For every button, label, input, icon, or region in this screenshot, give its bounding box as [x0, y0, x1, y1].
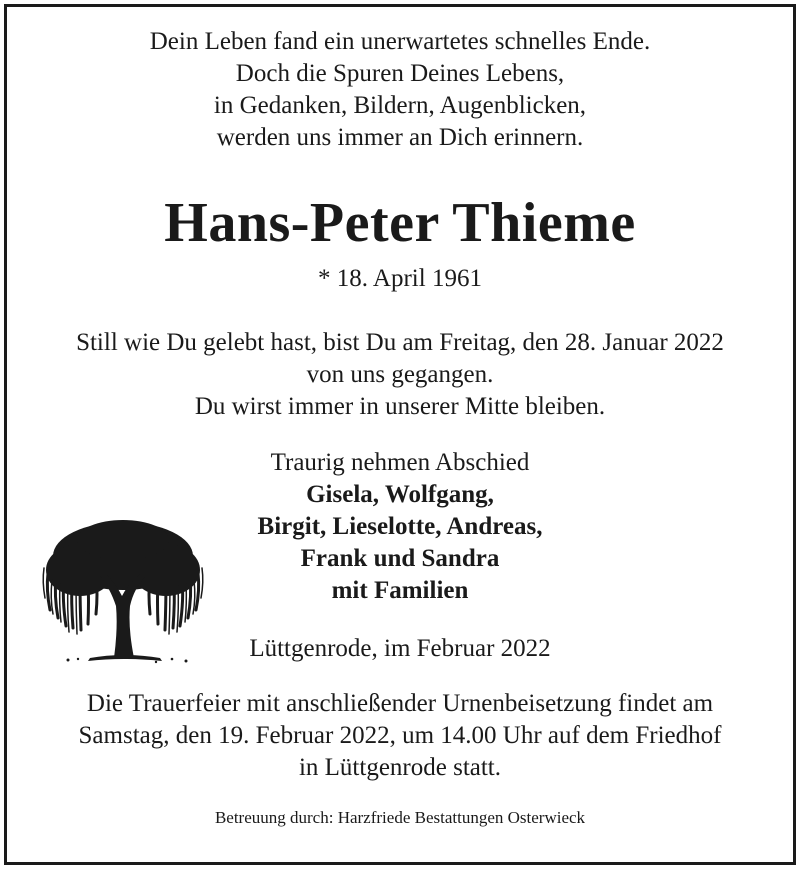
mourner-names: Gisela, Wolfgang,: [306, 481, 494, 508]
ceremony-line: Die Trauerfeier mit anschließender Urnenbeisetzung findet am: [86, 690, 714, 717]
funeral-service-credit: Betreuung durch: Harzfriede Bestattungen Osterwieck: [214, 808, 586, 827]
poem-line: Dein Leben fand ein unerwartetes schnelles Ende.: [149, 28, 651, 55]
poem-line: Doch die Spuren Deines Lebens,: [235, 60, 565, 87]
poem-line: in Gedanken, Bildern, Augenblicken,: [213, 92, 587, 119]
deceased-name: Hans-Peter Thieme: [164, 192, 636, 254]
memorial-poem: [0, 26, 800, 154]
birth-date: * 18. April 1961: [318, 265, 482, 292]
ceremony-line: Samstag, den 19. Februar 2022, um 14.00 Uhr auf dem Friedhof: [78, 722, 722, 749]
mourners-intro: Traurig nehmen Abschied: [270, 449, 530, 476]
mourner-names: Birgit, Lieselotte, Andreas,: [257, 513, 543, 540]
death-line: Still wie Du gelebt hast, bist Du am Freitag, den 28. Januar 2022: [76, 329, 724, 356]
death-announcement: [0, 327, 800, 423]
poem-line: werden uns immer an Dich erinnern.: [216, 124, 584, 151]
death-line: Du wirst immer in unserer Mitte bleiben.: [194, 393, 606, 420]
place-and-date: Lüttgenrode, im Februar 2022: [249, 635, 551, 662]
mourner-names: Frank und Sandra: [300, 545, 500, 572]
funeral-details: [0, 688, 800, 784]
mourner-names: mit Familien: [331, 577, 469, 604]
ceremony-line: in Lüttgenrode statt.: [298, 754, 502, 781]
death-line: von uns gegangen.: [306, 361, 494, 388]
